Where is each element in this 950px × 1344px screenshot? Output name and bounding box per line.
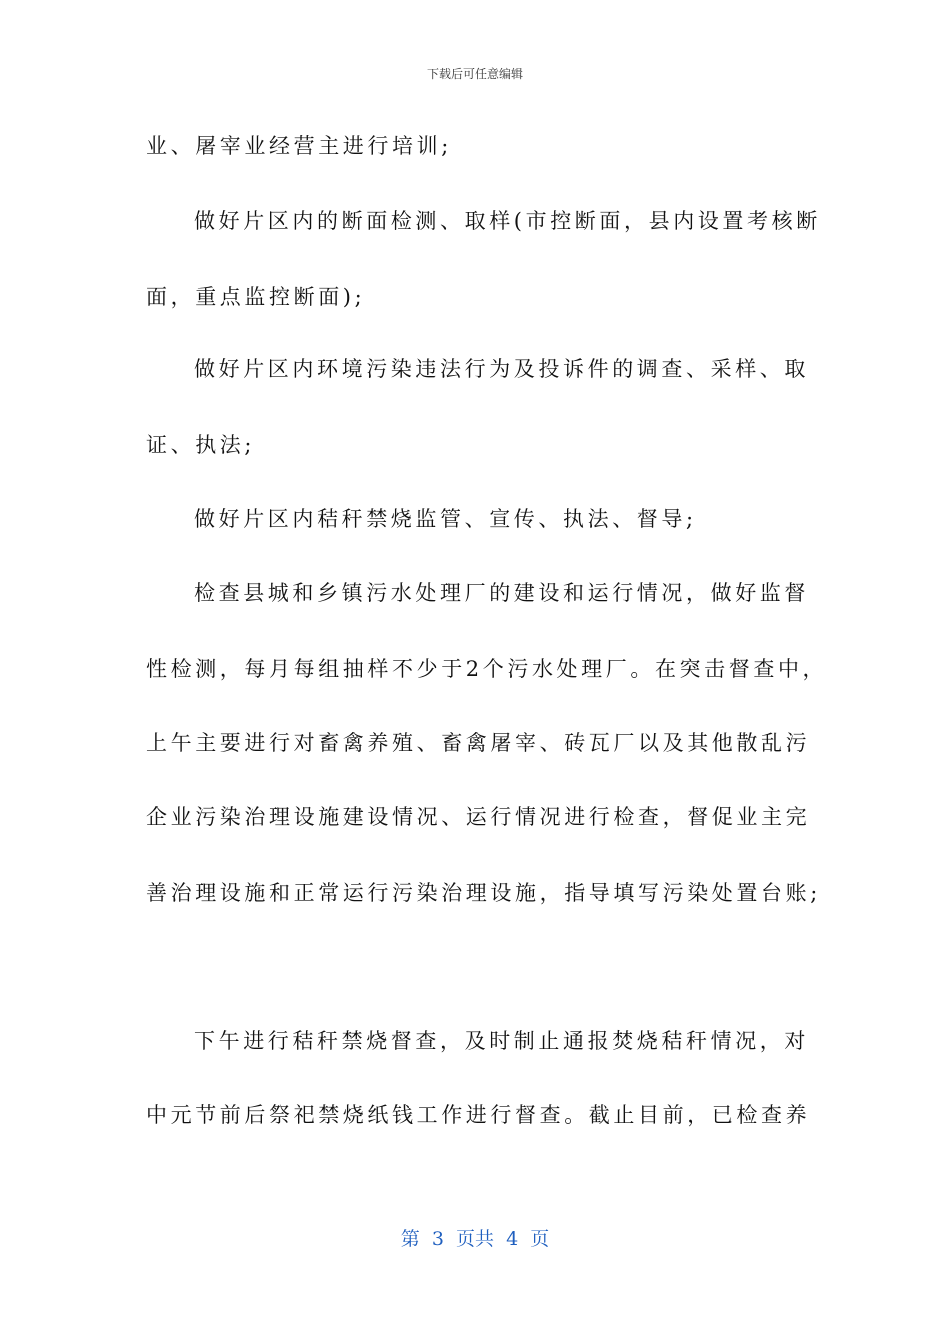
- paragraph-line: 上午主要进行对畜禽养殖、畜禽屠宰、砖瓦厂以及其他散乱污: [146, 731, 811, 755]
- paragraph-line: 做好片区内秸秆禁烧监管、宣传、执法、督导;: [194, 507, 697, 531]
- paragraph-line: 业、屠宰业经营主进行培训;: [146, 134, 452, 158]
- paragraph-line: 企业污染治理设施建设情况、运行情况进行检查，督促业主完: [146, 805, 811, 829]
- paragraph-line: 证、执法;: [146, 433, 256, 457]
- paragraph-line: 检查县城和乡镇污水处理厂的建设和运行情况，做好监督: [194, 581, 809, 605]
- paragraph-line: 面，重点监控断面);: [146, 285, 366, 309]
- paragraph-line: 性检测，每月每组抽样不少于2个污水处理厂。在突击督查中，: [146, 657, 828, 681]
- paragraph-line: 中元节前后祭祀禁烧纸钱工作进行督查。截止目前，已检查养: [146, 1103, 811, 1127]
- page-number-footer: 第 3 页共 4 页: [400, 1228, 550, 1250]
- paragraph-line: 做好片区内环境污染违法行为及投诉件的调查、采样、取: [194, 357, 809, 381]
- paragraph-line: 下午进行秸秆禁烧督查，及时制止通报焚烧秸秆情况，对: [194, 1029, 809, 1053]
- paragraph-line: 做好片区内的断面检测、取样(市控断面，县内设置考核断: [194, 209, 821, 233]
- page-header: 下载后可任意编辑: [426, 67, 523, 81]
- paragraph-line: 善治理设施和正常运行污染治理设施，指导填写污染处置台账;: [146, 881, 821, 905]
